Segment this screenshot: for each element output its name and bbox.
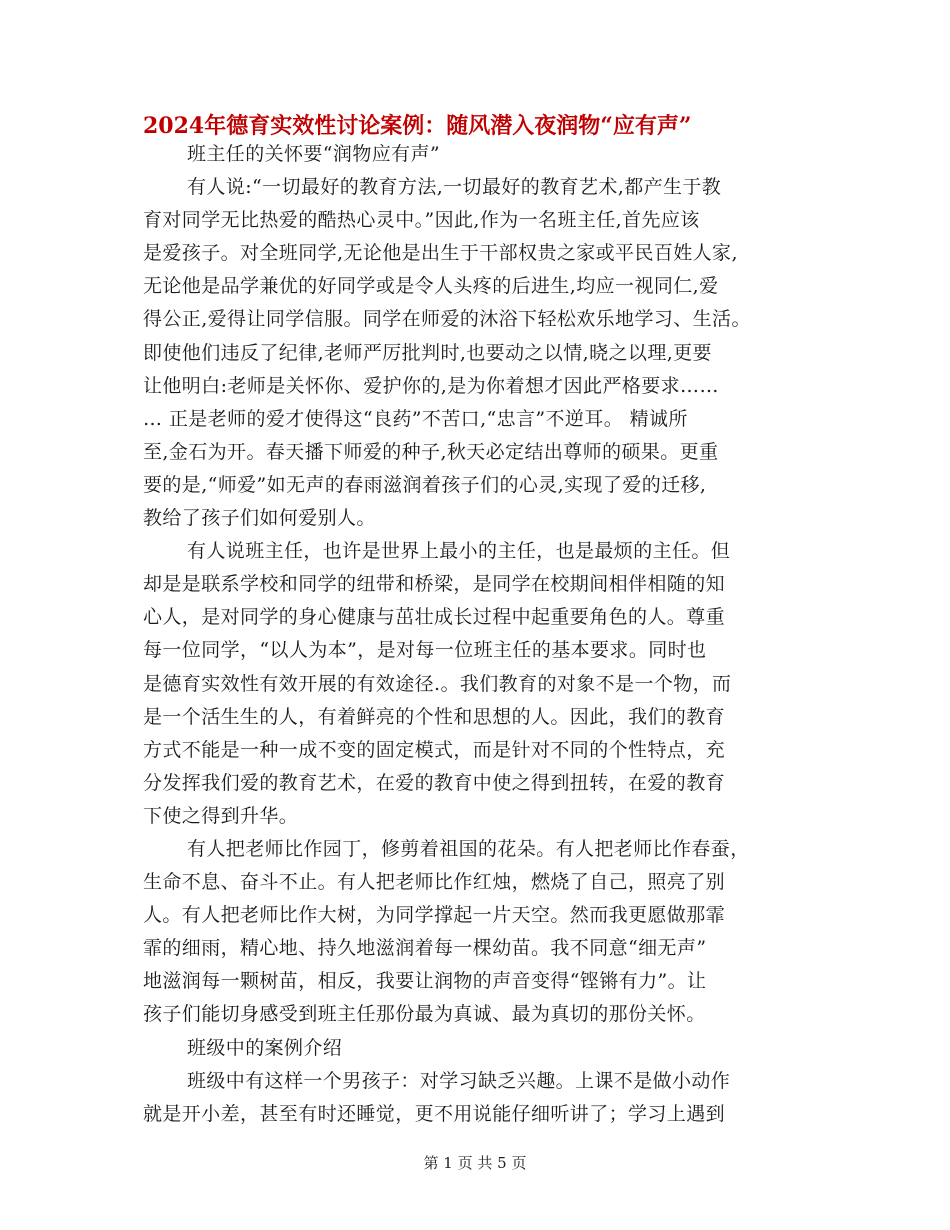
text-line: 孩子们能切身感受到班主任那份最为真诚、最为真切的那份关怀。 (143, 1003, 706, 1026)
text-line: 却是是联系学校和同学的纽带和桥梁，是同学在校期间相伴相随的知 (143, 573, 726, 596)
text-line: 班级中的案例介绍 (187, 1036, 343, 1059)
text-line: 方式不能是一种一成不变的固定模式，而是针对不同的个性特点，充 (143, 738, 726, 761)
page-footer: 第 1 页 共 5 页 (423, 1154, 527, 1172)
text-line: 生命不息、奋斗不止。有人把老师比作红烛，燃烧了自己，照亮了别 (143, 871, 726, 894)
text-line: 是一个活生生的人，有着鲜亮的个性和思想的人。因此，我们的教育 (143, 705, 726, 728)
text-line: 育对同学无比热爱的酷热心灵中。”因此,作为一名班主任,首先应该 (143, 209, 700, 232)
text-line: 即使他们违反了纪律,老师严厉批判时,也要动之以情,晓之以理,更要 (143, 341, 712, 364)
text-line: 有人说:“一切最好的教育方法,一切最好的教育艺术,都产生于教 (187, 176, 722, 199)
text-line: 心人，是对同学的身心健康与茁壮成长过程中起重要角色的人。尊重 (143, 606, 726, 629)
text-line: 至,金石为开。春天播下师爱的种子,秋天必定结出尊师的硕果。更重 (143, 440, 719, 463)
text-line: 让他明白:老师是关怀你、爱护你的,是为你着想才因此严格要求…… (143, 374, 719, 397)
text-line: 地滋润每一颗树苗，相反，我要让润物的声音变得“铿锵有力”。让 (143, 970, 707, 993)
text-line: 分发挥我们爱的教育艺术，在爱的教育中使之得到扭转，在爱的教育 (143, 771, 726, 794)
document-title: 2024年德育实效性讨论案例：随风潜入夜润物“应有声” (143, 113, 692, 139)
text-line: 就是开小差，甚至有时还睡觉，更不用说能仔细听讲了；学习上遇到 (143, 1102, 726, 1125)
text-line: 班主任的关怀要“润物应有声” (187, 143, 441, 165)
text-line: 霏的细雨，精心地、持久地滋润着每一棵幼苗。我不同意“细无声” (143, 937, 707, 960)
text-line: 下使之得到升华。 (143, 804, 299, 827)
document-body (143, 138, 815, 1131)
text-line: 每一位同学，“以人为本”，是对每一位班主任的基本要求。同时也 (143, 639, 707, 662)
text-line: 是德育实效性有效开展的有效途径.。我们教育的对象不是一个物，而 (143, 672, 732, 695)
text-line: … 正是老师的爱才使得这“良药”不苦口,“忠言”不逆耳。 精诚所 (143, 407, 688, 430)
text-line: 得公正,爱得让同学信服。同学在师爱的沐浴下轻松欢乐地学习、生活。 (143, 308, 751, 331)
text-line: 人。有人把老师比作大树，为同学撑起一片天空。然而我更愿做那霏 (143, 904, 726, 927)
text-line: 有人说班主任，也许是世界上最小的主任，也是最烦的主任。但 (187, 540, 731, 563)
text-line: 班级中有这样一个男孩子：对学习缺乏兴趣。上课不是做小动作 (187, 1069, 731, 1092)
text-line: 有人把老师比作园丁，修剪着祖国的花朵。有人把老师比作春蚕， (187, 837, 750, 860)
text-line: 要的是,“师爱”如无声的春雨滋润着孩子们的心灵,实现了爱的迁移, (143, 473, 707, 496)
text-line: 无论他是品学兼优的好同学或是令人头疼的后进生,均应一视同仁,爱 (143, 275, 719, 298)
text-line: 是爱孩子。对全班同学,无论他是出生于干部权贵之家或平民百姓人家, (143, 242, 738, 265)
text-line: 教给了孩子们如何爱别人。 (143, 507, 376, 530)
